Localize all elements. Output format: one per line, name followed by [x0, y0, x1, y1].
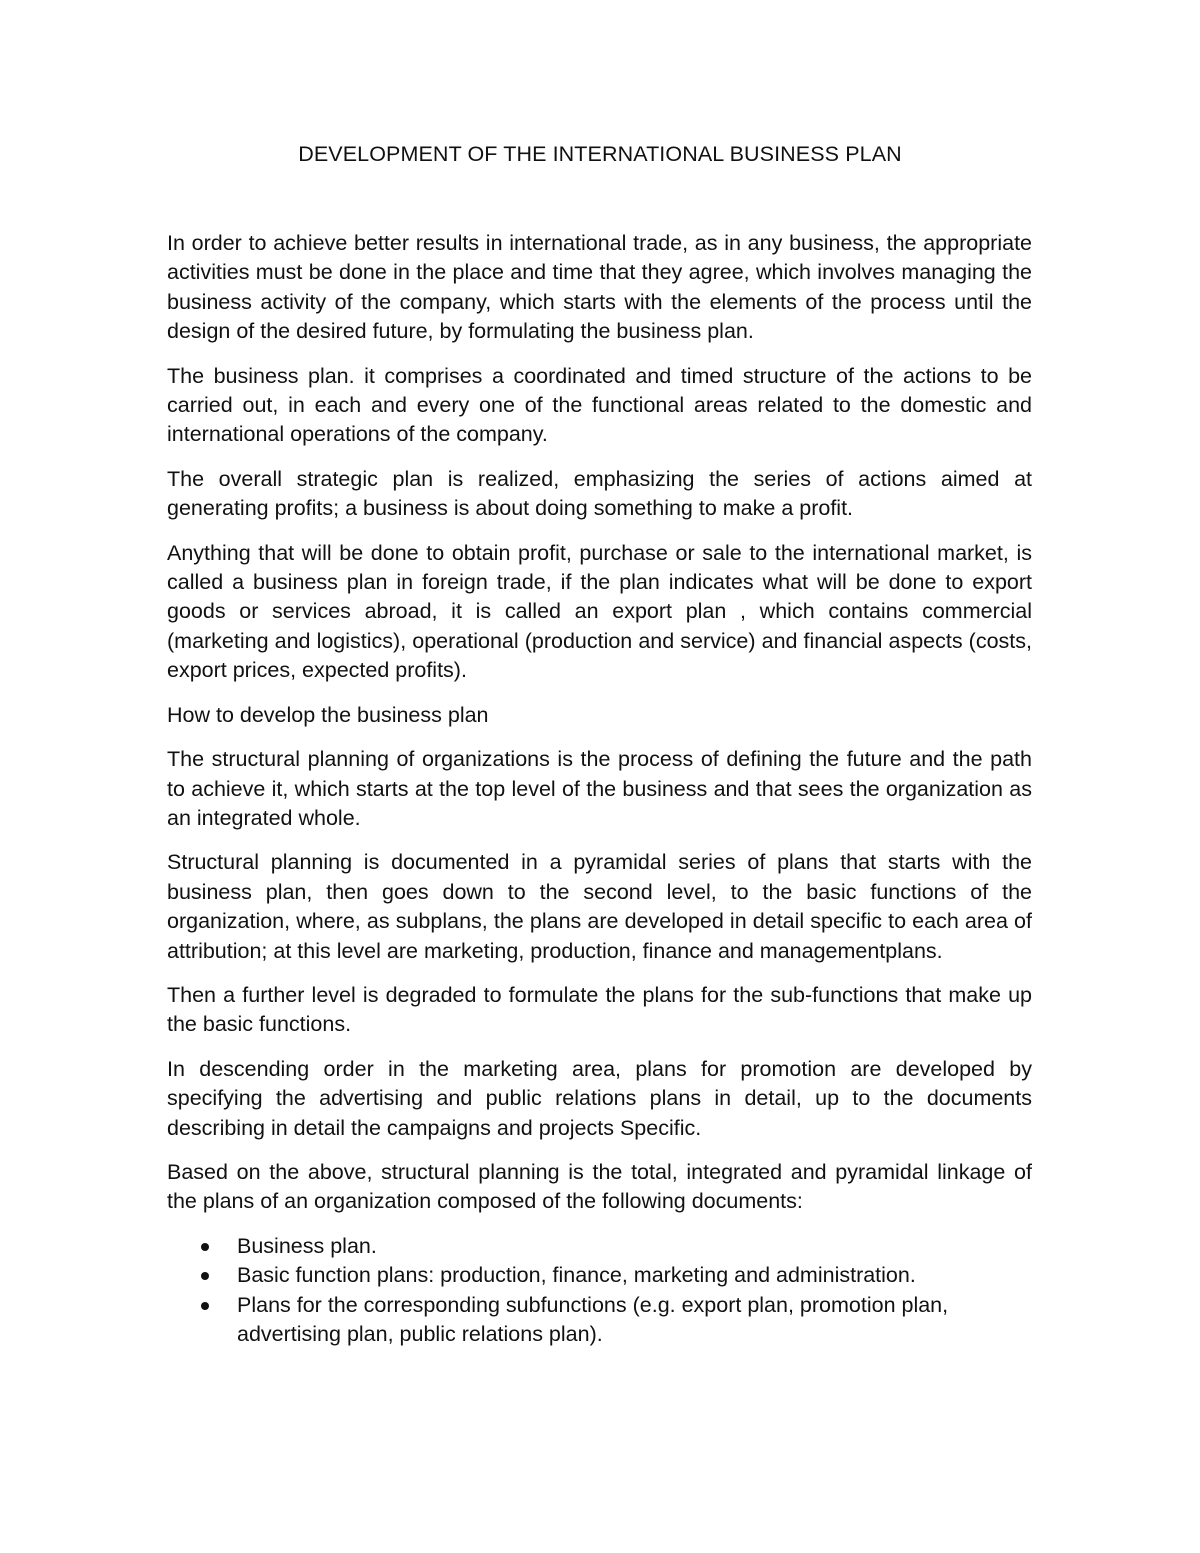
- list-item: [167, 1232, 1032, 1261]
- paragraph-strategic-plan: The overall strategic plan is realized, emphasizing the series of actions aimed at generating profits; a business is about doing something to make a profit.: [167, 466, 1032, 521]
- list-item: [167, 1261, 1032, 1290]
- document-title: DEVELOPMENT OF THE INTERNATIONAL BUSINESS PLAN: [298, 142, 902, 166]
- section-heading: How to develop the business plan: [167, 702, 489, 727]
- list-item-text: Basic function plans: production, finance, marketing and administration.: [237, 1263, 916, 1288]
- list-item: [167, 1291, 1032, 1350]
- paragraph-pyramidal-series: Structural planning is documented in a pyramidal series of plans that starts with the business plan, then goes down to the second level, to the basic functions of the organization, where, as subplans, the plans are developed in detail specific to each area of attribution; at this level are marketing, production, finance and managementplans.: [167, 850, 1032, 963]
- bullet-list: [167, 1232, 1032, 1350]
- paragraph-based-on-above: Based on the above, structural planning is the total, integrated and pyramidal linkage of the plans of an organization composed of the following documents:: [167, 1159, 1032, 1214]
- paragraph-business-plan: The business plan. it comprises a coordinated and timed structure of the actions to be carried out, in each and every one of the functional areas related to the domestic and international operations of the company.: [167, 363, 1032, 447]
- document-body: [167, 229, 1032, 1349]
- paragraph-structural-planning: The structural planning of organizations is the process of defining the future and the path to achieve it, which starts at the top level of the business and that sees the organization as an integrated whole.: [167, 747, 1032, 830]
- list-item-text: Plans for the corresponding subfunctions (e.g. export plan, promotion plan, advertising plan, public relations plan).: [237, 1292, 949, 1346]
- bullet-icon: [201, 1272, 209, 1280]
- bullet-icon: [201, 1302, 209, 1310]
- bullet-icon: [201, 1243, 209, 1251]
- list-item-text: Business plan.: [237, 1233, 377, 1258]
- paragraph-intro: In order to achieve better results in international trade, as in any business, the appropriate activities must be done in the place and time that they agree, which involves managing the business activity of the company, which starts with the elements of the process until the design of the desired future, by formulating the business plan.: [167, 231, 1032, 344]
- paragraph-export-plan: Anything that will be done to obtain profit, purchase or sale to the international market, is called a business plan in foreign trade, if the plan indicates what will be done to export goods or services abroad, it is called an export plan , which contains commercial (marketing and logistics), operational (production and service) and financial aspects (costs, export prices, expected profits).: [167, 540, 1032, 683]
- paragraph-marketing-area: In descending order in the marketing area, plans for promotion are developed by specifying the advertising and public relations plans in detail, up to the documents describing in detail the campaigns and projects Specific.: [167, 1056, 1032, 1140]
- paragraph-sub-functions: Then a further level is degraded to formulate the plans for the sub-functions that make up the basic functions.: [167, 982, 1032, 1037]
